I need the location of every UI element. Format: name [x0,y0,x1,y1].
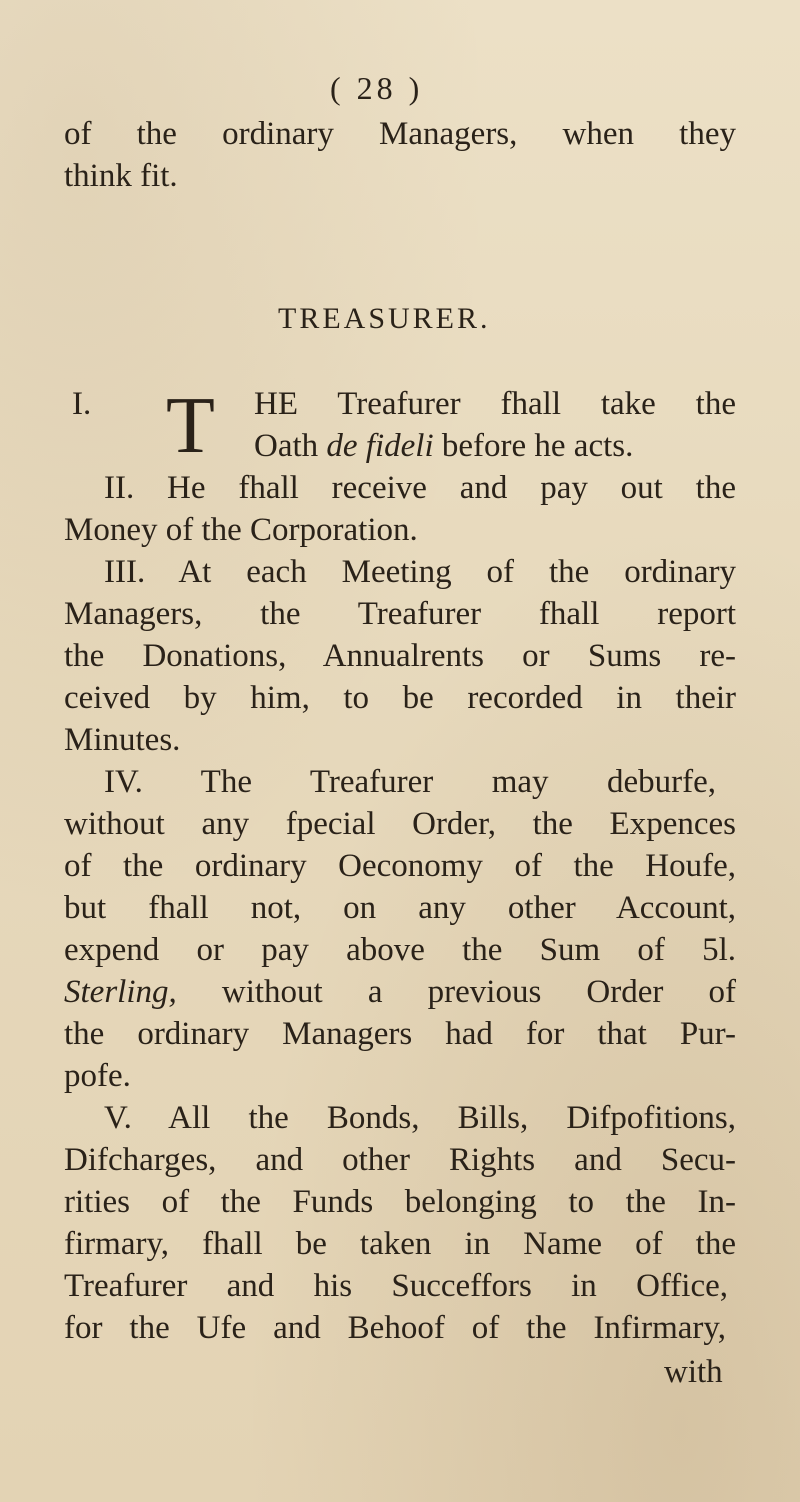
article-4-line-4: but fhall not, on any other Account, [64,890,736,926]
article-5-line-4: firmary, fhall be taken in Name of the [64,1226,736,1262]
article-3-line-5: Minutes. [64,722,181,758]
article-3-line-1: III. At each Meeting of the ordinary [104,554,736,590]
article-1-line-1: HE Treafurer fhall take the [254,386,736,422]
carryover-line-2: think fit. [64,158,178,194]
article-4-line-1: IV. The Treafurer may deburfe, [104,764,716,800]
article-2-line-2: Money of the Corporation. [64,512,418,548]
section-heading: TREASURER. [278,302,491,335]
article-3-line-2: Managers, the Treafurer fhall report [64,596,736,632]
article-1-line-2: Oath de fideli before he acts. [254,428,634,464]
article-4-line-3: of the ordinary Oeconomy of the Houfe, [64,848,736,884]
article-5-line-2: Difcharges, and other Rights and Secu- [64,1142,736,1178]
article-4-line-6: Sterling, without a previous Order of [64,974,736,1010]
article-4-line-2: without any fpecial Order, the Expences [64,806,736,842]
article-1-dropcap: T [166,382,215,470]
article-5-line-3: rities of the Funds belonging to the In- [64,1184,736,1220]
article-4-line-7: the ordinary Managers had for that Pur- [64,1016,736,1052]
carryover-line-1: of the ordinary Managers, when they [64,116,736,152]
article-1-numeral: I. [72,386,92,422]
article-5-line-5: Treafurer and his Succeffors in Office, [64,1268,728,1304]
article-5-line-1: V. All the Bonds, Bills, Difpofitions, [104,1100,736,1136]
catchword: with [664,1354,723,1390]
article-2-line-1: II. He fhall receive and pay out the [104,470,736,506]
page-number: ( 28 ) [330,70,424,106]
article-4-line-8: pofe. [64,1058,131,1094]
article-3-line-4: ceived by him, to be recorded in their [64,680,736,716]
article-5-line-6: for the Ufe and Behoof of the Infirmary, [64,1310,726,1346]
article-4-line-5: expend or pay above the Sum of 5l. [64,932,736,968]
article-3-line-3: the Donations, Annualrents or Sums re- [64,638,736,674]
